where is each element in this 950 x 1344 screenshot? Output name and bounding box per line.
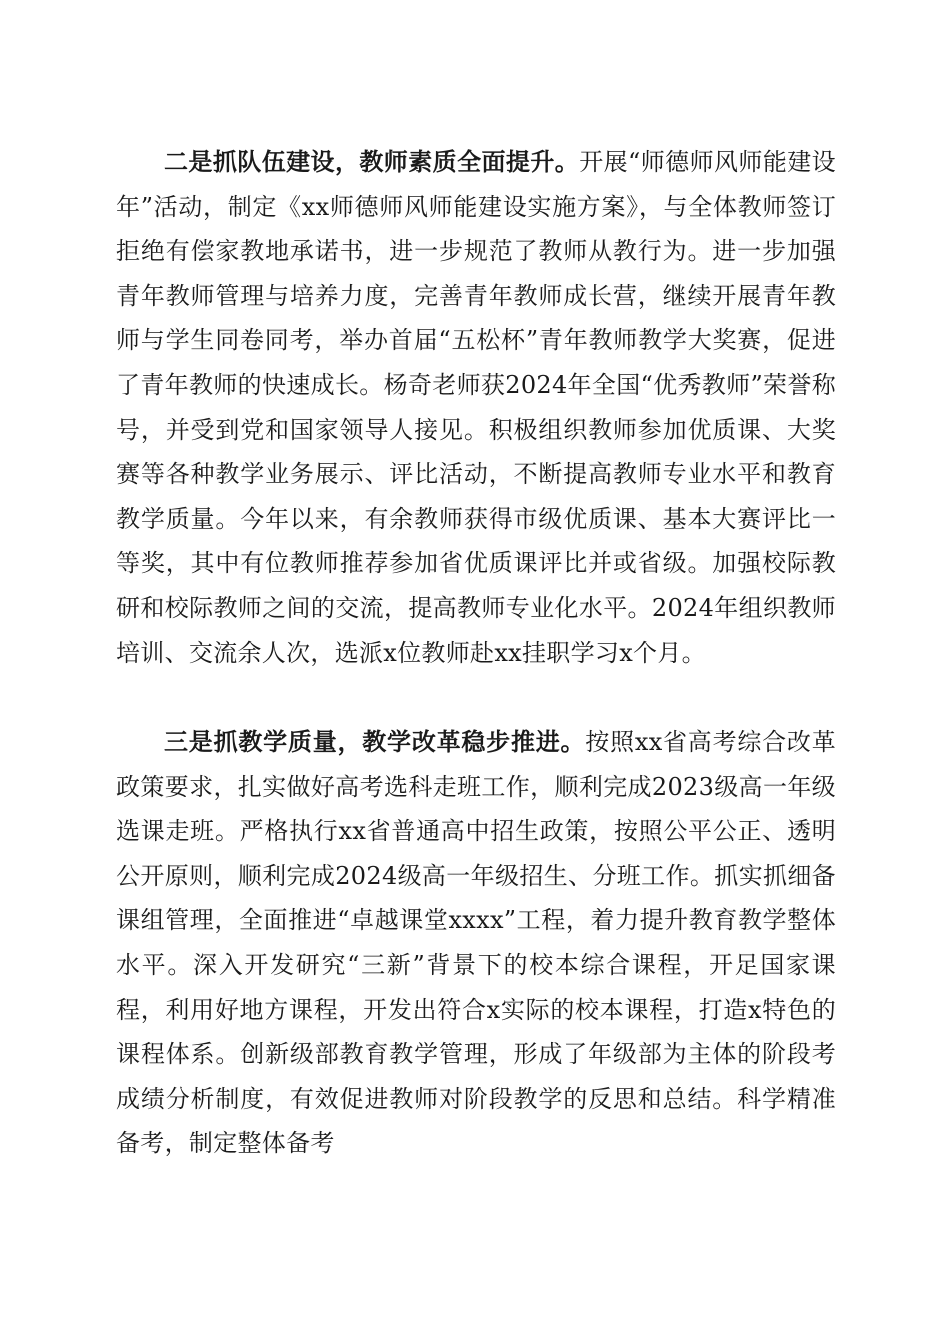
paragraph-body: 开展“师德师风师能建设年”活动，制定《xx师德师风师能建设实施方案》，与全体教师签订拒绝有偿家教地承诺书，进一步规范了教师从教行为。进一步加强青年教师管理与培养力度，完善青年教师成长营，继续开展青年教师与学生同卷同考，举办首届“五松杯”青年教师教学大奖赛，促进了青年教师的快速成长。杨奇老师获2024年全国“优秀教师”荣誉称号，并受到党和国家领导人接见。积极组织教师参加优质课、大奖赛等各种教学业务展示、评比活动，不断提高教师专业水平和教育教学质量。今年以来，有余教师获得市级优质课、基本大赛评比一等奖，其中有位教师推荐参加省优质课评比并或省级。加强校际教研和校际教师之间的交流，提高教师专业化水平。2024年组织教师培训、交流余人次，选派x位教师赴xx挂职学习x个月。: [116, 148, 836, 667]
paragraph-lead: 三是抓教学质量，教学改革稳步推进。: [164, 727, 586, 756]
paragraph-body: 按照xx省高考综合改革政策要求，扎实做好高考选科走班工作，顺利完成2023级高一年级选课走班。严格执行xx省普通高中招生政策，按照公平公正、透明公开原则，顺利完成2024级高一年级招生、分班工作。抓实抓细备课组管理，全面推进“卓越课堂xxxx”工程，着力提升教育教学整体水平。深入开发研究“三新”背景下的校本综合课程，开足国家课程，利用好地方课程，开发出符合x实际的校本课程，打造x特色的课程体系。创新级部教育教学管理，形成了年级部为主体的阶段考成绩分析制度，有效促进教师对阶段教学的反思和总结。科学精准备考，制定整体备考: [116, 728, 836, 1158]
paragraph-lead: 二是抓队伍建设，教师素质全面提升。: [164, 147, 580, 176]
paragraph-teaching-quality: [116, 720, 836, 1166]
paragraph-team-building: [116, 140, 836, 675]
